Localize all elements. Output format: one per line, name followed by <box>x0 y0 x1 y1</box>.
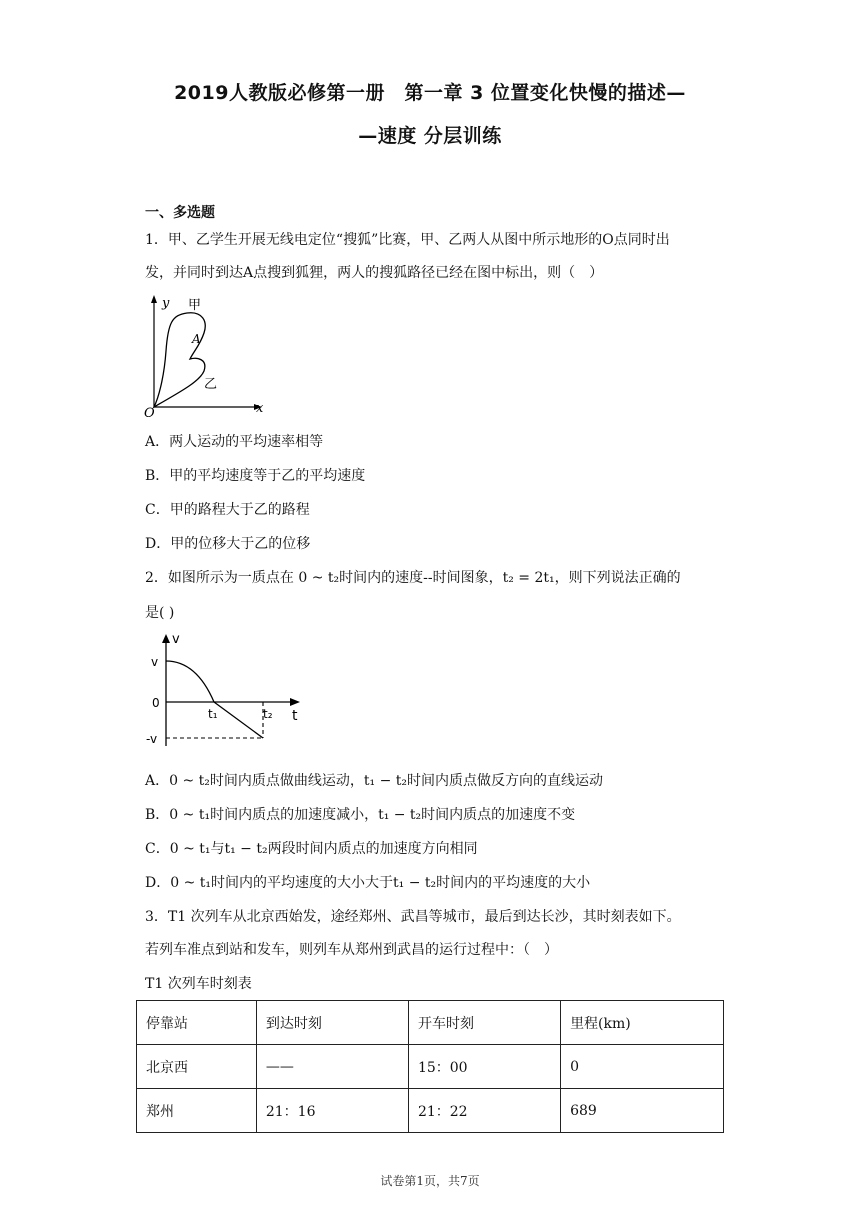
q3-stem-line2: 若列车准点到站和发车，则列车从郑州到武昌的运行过程中：（ ） <box>145 942 558 958</box>
timetable <box>136 1000 724 1133</box>
table-row <box>137 1089 724 1133</box>
q1-stem-line2: 发，并同时到达A点搜到狐狸，两人的搜狐路径已经在图中标出，则（ ） <box>145 265 604 281</box>
q2-option-a: A．0 ~ t₂时间内质点做曲线运动，t₁ − t₂时间内质点做反方向的直线运动 <box>145 773 603 789</box>
q1-x-axis-label: x <box>256 401 264 416</box>
q1-point-a-label: A <box>192 332 201 346</box>
q1-origin-label: O <box>144 406 155 418</box>
q2-stem-line2: 是( ) <box>145 605 175 621</box>
page-title-line2: —速度 分层训练 <box>358 125 502 147</box>
q1-path-yi-label: 乙 <box>204 377 218 392</box>
table-cell: 0 <box>561 1045 724 1089</box>
page-title-line1: 2019人教版必修第一册 第一章 3 位置变化快慢的描述— <box>174 82 686 104</box>
table-header-cell: 到达时刻 <box>256 1001 408 1045</box>
table-cell: 21：22 <box>408 1089 560 1133</box>
q2-stem-line1: 2．如图所示为一质点在 0 ~ t₂时间内的速度--时间图象，t₂ = 2t₁，则下列说法正确的 <box>145 570 681 586</box>
page-footer: 试卷第1页，共7页 <box>380 1174 480 1188</box>
q1-path-figure <box>142 293 267 418</box>
q3-table-title: T1 次列车时刻表 <box>145 976 252 992</box>
q2-option-d: D．0 ~ t₁时间内的平均速度的大小大于t₁ − t₂时间内的平均速度的大小 <box>145 875 591 891</box>
table-cell: —— <box>256 1045 408 1089</box>
table-header-cell: 里程(km) <box>561 1001 724 1045</box>
q1-option-b: B．甲的平均速度等于乙的平均速度 <box>145 468 366 484</box>
table-header-cell: 开车时刻 <box>408 1001 560 1045</box>
q2-t2-label: t₂ <box>263 707 273 721</box>
q2-vt-figure <box>142 628 312 753</box>
q2-t-axis-label: t <box>292 708 298 724</box>
q2-option-b: B．0 ~ t₁时间内质点的加速度减小，t₁ − t₂时间内质点的加速度不变 <box>145 807 576 823</box>
table-cell: 郑州 <box>137 1089 257 1133</box>
q1-y-axis-label: y <box>162 296 170 311</box>
table-cell: 21：16 <box>256 1089 408 1133</box>
q2-v-label: v <box>151 655 159 669</box>
table-cell: 15：00 <box>408 1045 560 1089</box>
q2-v-axis-label: v <box>172 632 180 647</box>
table-header-cell: 停靠站 <box>137 1001 257 1045</box>
table-cell: 689 <box>561 1089 724 1133</box>
q2-option-c: C．0 ~ t₁与t₁ − t₂两段时间内质点的加速度方向相同 <box>145 841 478 857</box>
q2-neg-v-label: -v <box>146 732 158 746</box>
section-heading: 一、多选题 <box>145 205 215 221</box>
q1-option-d: D．甲的位移大于乙的位移 <box>145 536 311 552</box>
table-row <box>137 1045 724 1089</box>
q1-stem-line1: 1．甲、乙学生开展无线电定位“搜狐”比赛，甲、乙两人从图中所示地形的O点同时出 <box>145 232 670 248</box>
q2-t1-label: t₁ <box>208 707 218 721</box>
table-cell: 北京西 <box>137 1045 257 1089</box>
table-header-row <box>137 1001 724 1045</box>
q1-path-jia-label: 甲 <box>188 298 202 313</box>
q1-option-c: C．甲的路程大于乙的路程 <box>145 502 310 518</box>
q1-option-a: A．两人运动的平均速率相等 <box>145 434 324 450</box>
q3-stem-line1: 3．T1 次列车从北京西始发，途经郑州、武昌等城市，最后到达长沙，其时刻表如下。 <box>145 909 681 925</box>
q2-zero-label: 0 <box>152 696 160 710</box>
